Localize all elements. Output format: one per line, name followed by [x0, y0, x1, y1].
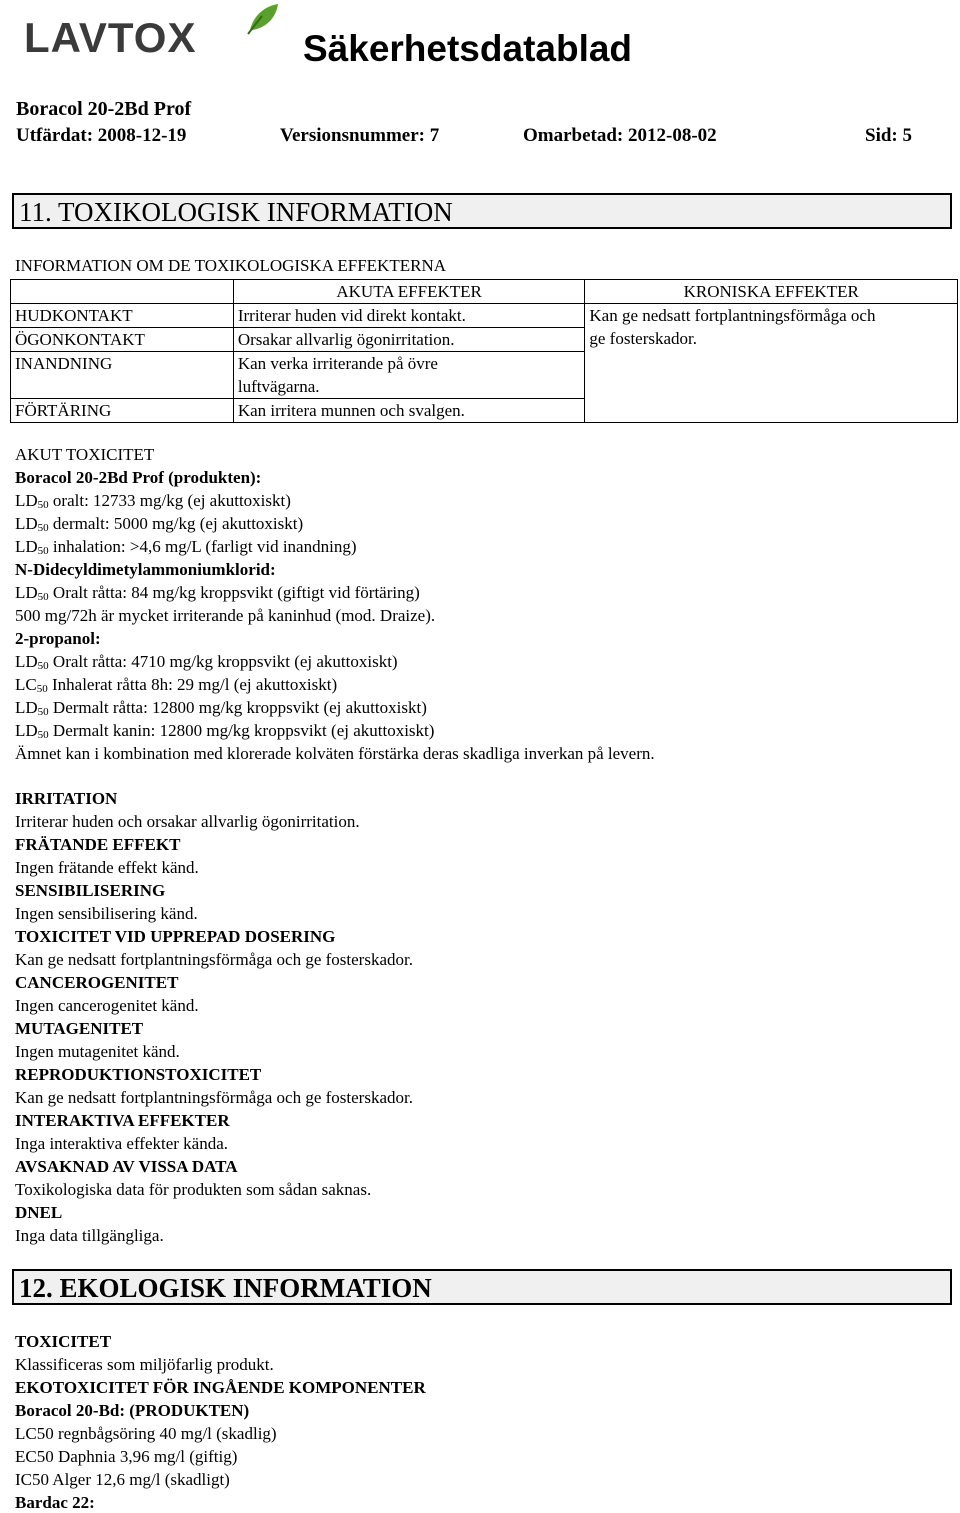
revised-date: Omarbetad: 2012-08-02 [523, 125, 717, 146]
logo-text: LAVTOX [24, 14, 197, 60]
company-logo [22, 4, 282, 60]
tox-line: $LD_{50}$ Oralt råtta: 4710 mg/kg kroppsvikt (ej akuttoxiskt) [15, 652, 398, 672]
effects-heading: INFORMATION OM DE TOXIKOLOGISKA EFFEKTERNA [15, 256, 446, 275]
eco-tox-text: Klassificeras som miljöfarlig produkt. [15, 1355, 274, 1374]
document-title: Säkerhetsdatablad [303, 28, 633, 69]
block-heading: SENSIBILISERING [15, 881, 166, 900]
product-name: Boracol 20-2Bd Prof [16, 98, 192, 120]
block-text: Kan ge nedsatt fortplantningsförmåga och ge fosterskador. [15, 950, 413, 969]
acute-eye: Orsakar allvarlig ögonirritation. [233, 328, 585, 352]
component-1-heading: N-Didecyldimetylammoniumklorid: [15, 560, 276, 579]
page-number: Sid: 5 [865, 125, 912, 146]
bardac-heading: Bardac 22: [15, 1493, 95, 1512]
section-11-title: 11. TOXIKOLOGISK INFORMATION [19, 197, 453, 227]
eco-product-heading: Boracol 20-Bd: (PRODUKTEN) [15, 1401, 250, 1420]
block-heading: MUTAGENITET [15, 1019, 144, 1038]
eco-line: EC50 Daphnia 3,96 mg/l (giftig) [15, 1447, 238, 1466]
route-inhalation: INANDNING [11, 352, 234, 399]
eco-line: IC50 Alger 12,6 mg/l (skadligt) [15, 1470, 230, 1489]
table-corner [11, 280, 234, 304]
block-text: Inga interaktiva effekter kända. [15, 1134, 229, 1153]
section-12-header [12, 1269, 952, 1305]
block-text: Toxikologiska data för produkten som sådan saknas. [15, 1180, 372, 1199]
section-12-title: 12. EKOLOGISK INFORMATION [19, 1273, 432, 1303]
block-heading: REPRODUKTIONSTOXICITET [15, 1065, 262, 1084]
acute-inhalation-line-2: luftvägarna. [237, 377, 320, 396]
acute-skin: Irriterar huden vid direkt kontakt. [233, 304, 585, 328]
block-text: Ingen cancerogenitet känd. [15, 996, 199, 1015]
tox-line: Ämnet kan i kombination med klorerade kolväten förstärka deras skadliga inverkan på levern. [15, 744, 655, 763]
tox-line: $LD_{50}$ Dermalt råtta: 12800 mg/kg kroppsvikt (ej akuttoxiskt) [15, 698, 427, 718]
tox-line: $LD_{50}$ Dermalt kanin: 12800 mg/kg kroppsvikt (ej akuttoxiskt) [15, 721, 435, 741]
acute-ingestion: Kan irritera munnen och svalgen. [233, 399, 585, 423]
block-heading: CANCEROGENITET [15, 973, 179, 992]
section-11-header [12, 193, 952, 229]
route-ingestion: FÖRTÄRING [11, 399, 234, 423]
tox-line: 500 mg/72h är mycket irriterande på kaninhud (mod. Draize). [15, 606, 436, 625]
effects-table [10, 279, 958, 423]
block-heading: INTERAKTIVA EFFEKTER [15, 1111, 230, 1130]
acute-tox-heading: AKUT TOXICITET [15, 445, 155, 464]
version-number: Versionsnummer: 7 [280, 125, 440, 146]
acute-header: AKUTA EFFEKTER [233, 280, 585, 304]
block-heading: TOXICITET VID UPPREPAD DOSERING [15, 927, 336, 946]
product-tox-heading: Boracol 20-2Bd Prof (produkten): [15, 468, 262, 487]
route-eye: ÖGONKONTAKT [11, 328, 234, 352]
tox-line: $LC_{50}$ Inhalerat råtta 8h: 29 mg/l (ej akuttoxiskt) [15, 675, 338, 695]
block-text: Irriterar huden och orsakar allvarlig ögonirritation. [15, 812, 360, 831]
chronic-line-2: ge fosterskador. [589, 329, 698, 348]
block-heading: FRÄTANDE EFFEKT [15, 835, 181, 854]
block-text: Ingen frätande effekt känd. [15, 858, 199, 877]
tox-line: $LD_{50}$ oralt: 12733 mg/kg (ej akuttoxiskt) [15, 491, 291, 511]
route-skin: HUDKONTAKT [11, 304, 234, 328]
tox-line: $LD_{50}$ Oralt råtta: 84 mg/kg kroppsvikt (giftigt vid förtäring) [15, 583, 420, 603]
chronic-header: KRONISKA EFFEKTER [585, 280, 958, 304]
issued-date: Utfärdat: 2008-12-19 [16, 125, 187, 146]
tox-line: $LD_{50}$ dermalt: 5000 mg/kg (ej akuttoxiskt) [15, 514, 304, 534]
block-heading: IRRITATION [15, 789, 118, 808]
acute-inhalation [233, 352, 585, 399]
ecotox-components-heading: EKOTOXICITET FÖR INGÅENDE KOMPONENTER [15, 1378, 426, 1397]
chronic-line-1: Kan ge nedsatt fortplantningsförmåga och [589, 306, 876, 325]
acute-inhalation-line-1: Kan verka irriterande på övre [237, 354, 438, 373]
block-text: Inga data tillgängliga. [15, 1226, 164, 1245]
tox-line: $LD_{50}$ inhalation: >4,6 mg/L (farligt vid inandning) [15, 537, 357, 557]
chronic-effects-cell [585, 304, 958, 423]
component-2-heading: 2-propanol: [15, 629, 101, 648]
lavtox-logo-graphic [22, 4, 282, 60]
block-heading: DNEL [15, 1203, 63, 1222]
block-heading: AVSAKNAD AV VISSA DATA [15, 1157, 238, 1176]
block-text: Kan ge nedsatt fortplantningsförmåga och ge fosterskador. [15, 1088, 413, 1107]
block-text: Ingen mutagenitet känd. [15, 1042, 180, 1061]
eco-tox-heading: TOXICITET [15, 1332, 112, 1351]
eco-line: LC50 regnbågsöring 40 mg/l (skadlig) [15, 1424, 277, 1443]
block-text: Ingen sensibilisering känd. [15, 904, 198, 923]
